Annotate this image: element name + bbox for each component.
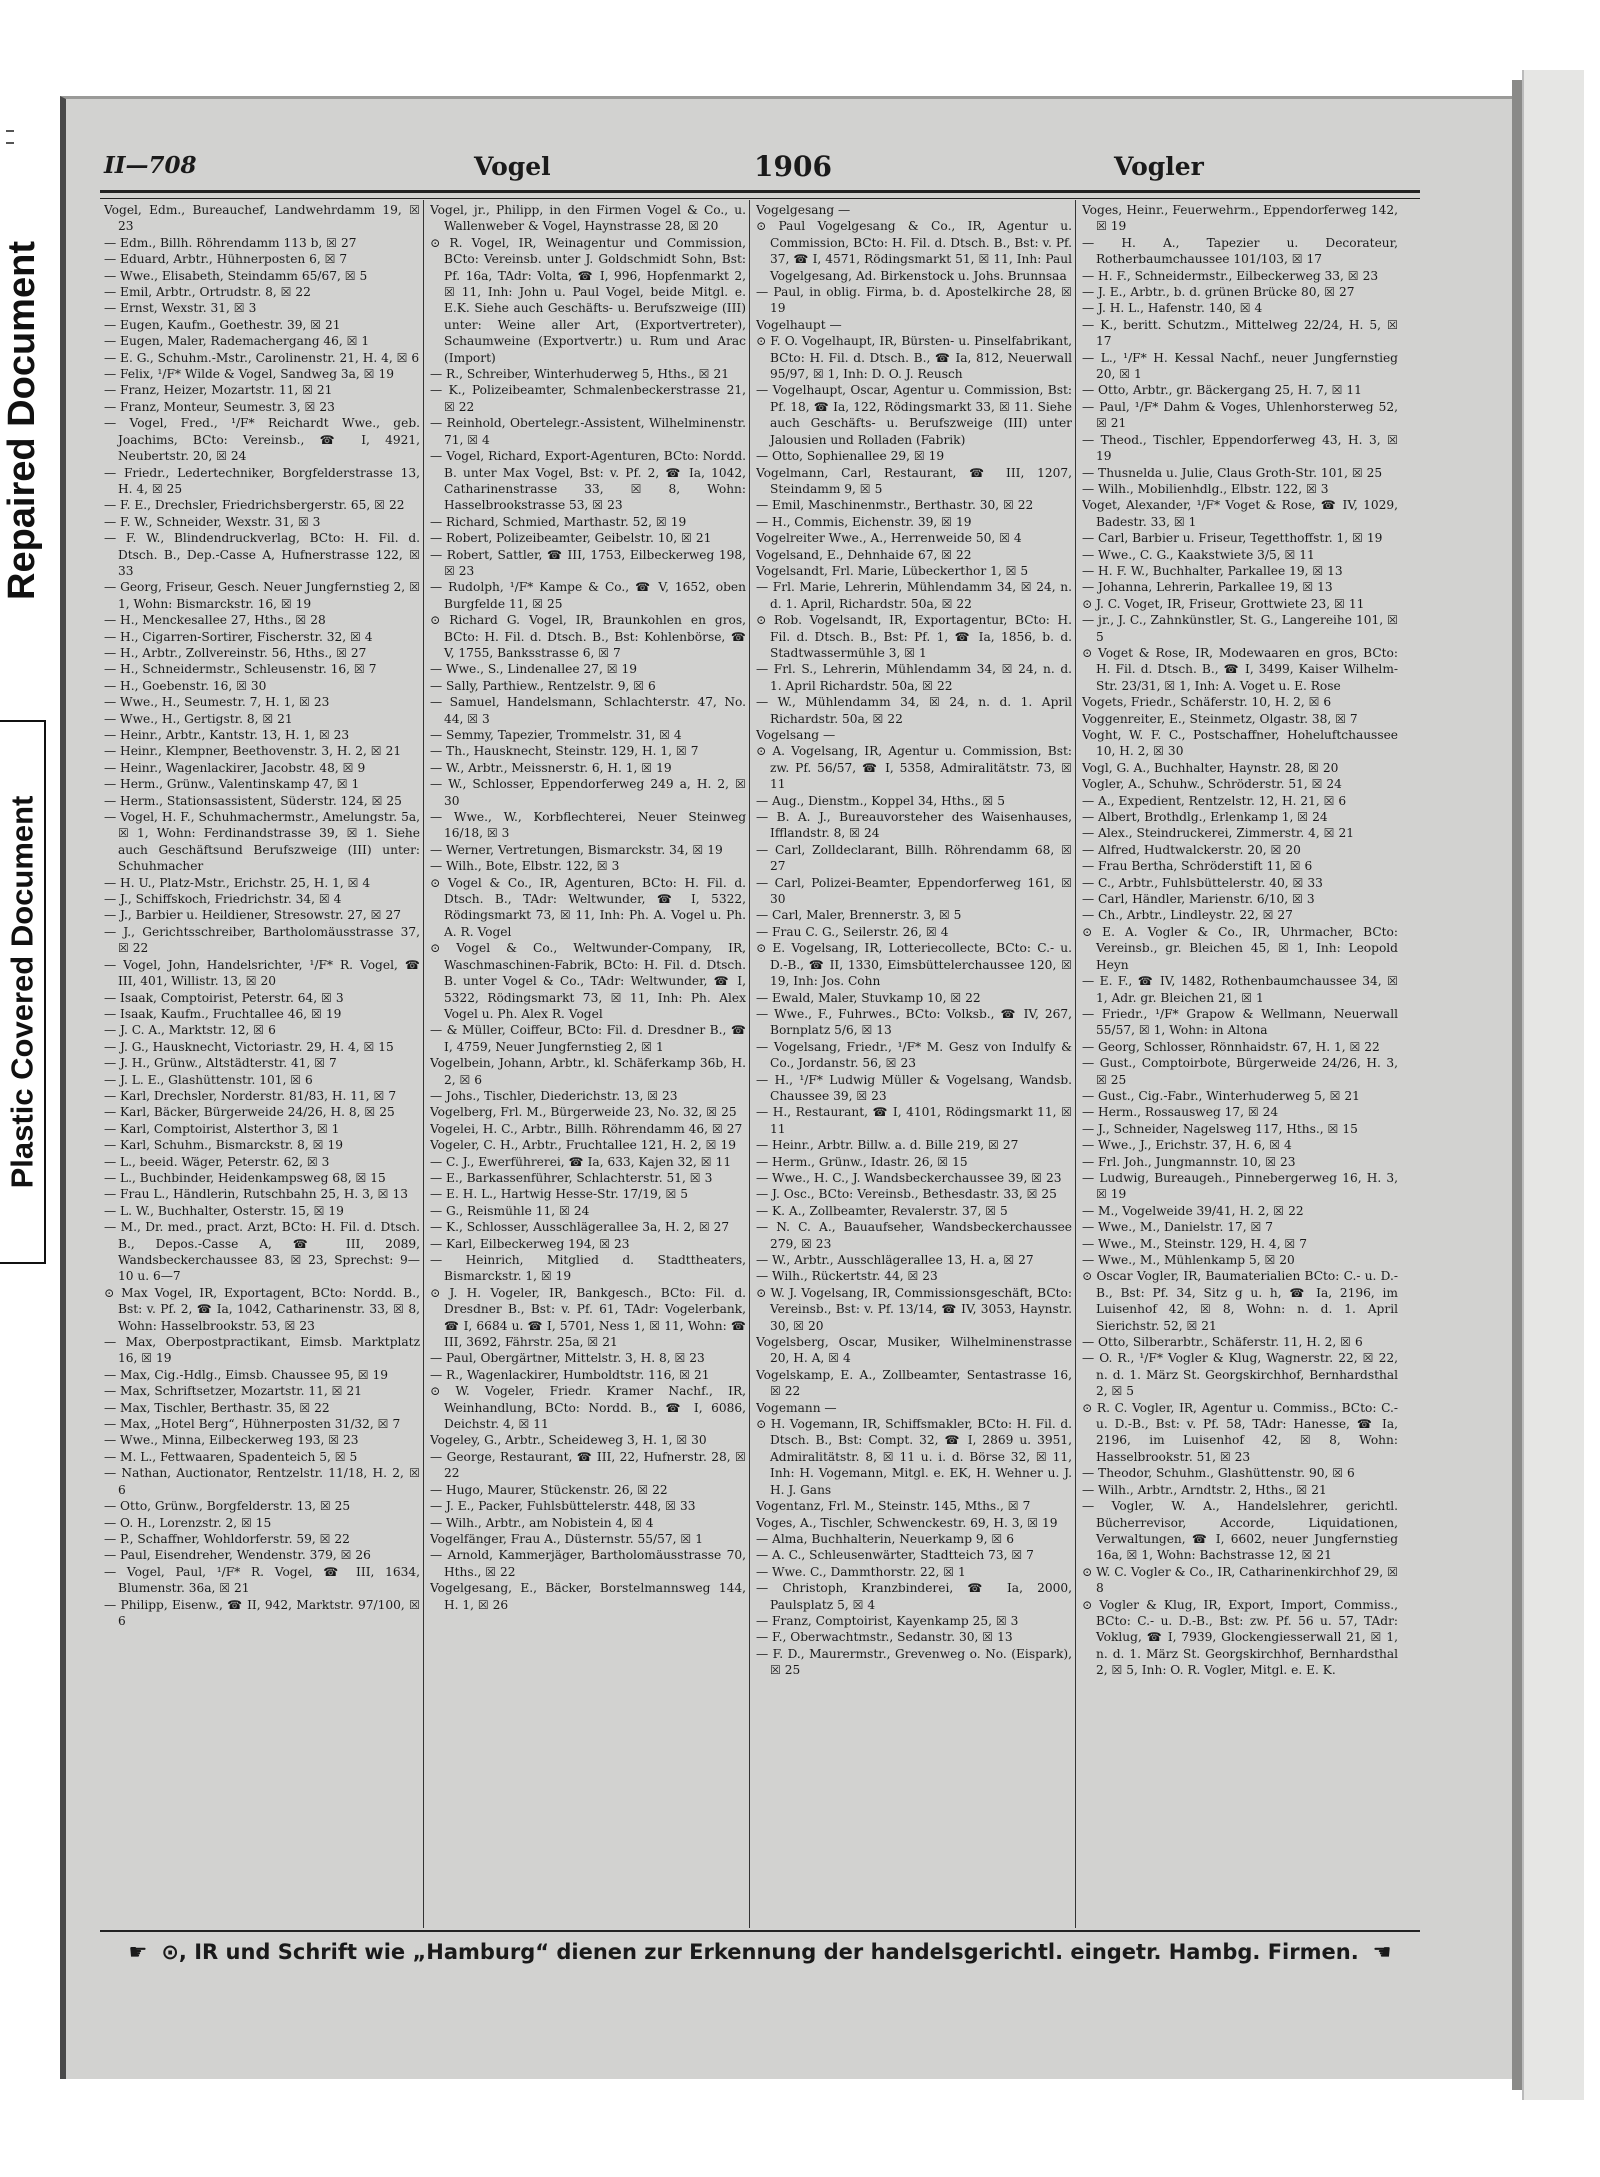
directory-entry: Vogelsand, E., Dehnhaide 67, ☒ 22: [756, 547, 972, 562]
directory-entry: — Vogel, Fred., ¹/F* Reichardt Wwe., geb. Joachims, BCto: Vereinsb., ☎ I, 4921, Neubertstr. 20, ☒ 24: [104, 416, 420, 464]
directory-entry: Vogelbein, Johann, Arbtr., kl. Schäferkamp 36b, H. 2, ☒ 6: [430, 1056, 746, 1087]
directory-entry: ⊙ W. J. Vogelsang, IR, Commissionsgeschäft, BCto: Vereinsb., Bst: v. Pf. 13/14, ☎ IV, 3053, Haynstr. 30, ☒ 20: [756, 1285, 1072, 1333]
directory-entry: Vogel, Edm., Bureauchef, Landwehrdamm 19, ☒ 23: [104, 203, 420, 234]
footer-rule: [100, 1930, 1420, 1932]
directory-entry: ⊙ A. Vogelsang, IR, Agentur u. Commission, Bst: zw. Pf. 56/57, ☎ I, 5358, Admiralitätstr. 73, ☒ 11: [756, 744, 1072, 792]
directory-entry: — Karl, Comptoirist, Alsterthor 3, ☒ 1: [104, 1121, 340, 1136]
directory-entry: — Ch., Arbtr., Lindleystr. 22, ☒ 27: [1082, 908, 1293, 923]
directory-entry: ⊙ R. C. Vogler, IR, Agentur u. Commiss., BCto: C.- u. D.-B., Bst: v. Pf. 58, TAdr: Hanesse, ☎ Ia, 2196, im Luisenhof 42, ☒ 8, Wohn: Hasselbrookstr. 51, ☒ 23: [1082, 1400, 1398, 1464]
directory-entry: — J. H., Grünw., Altstädterstr. 41, ☒ 7: [104, 1056, 337, 1071]
directory-entry: — Max, „Hotel Berg“, Hühnerposten 31/32, ☒ 7: [104, 1417, 401, 1432]
directory-entry: — J. E., Packer, Fuhlsbüttelerstr. 448, ☒ 33: [430, 1499, 696, 1514]
directory-entry: — Emil, Maschinenmstr., Berthastr. 30, ☒ 22: [756, 498, 1034, 513]
directory-entry: — Alfred, Hudtwalckerstr. 20, ☒ 20: [1082, 842, 1301, 857]
directory-entry: — K., beritt. Schutzm., Mittelweg 22/24, H. 5, ☒ 17: [1082, 317, 1398, 349]
facing-page: [1522, 70, 1584, 2100]
directory-entry: — H., Goebenstr. 16, ☒ 30: [104, 678, 267, 693]
directory-column-3: [756, 202, 1072, 1922]
directory-entry: — Th., Hausknecht, Steinstr. 129, H. 1, ☒ 7: [430, 744, 699, 759]
directory-entry: — Hugo, Maurer, Stückenstr. 26, ☒ 22: [430, 1482, 668, 1497]
directory-entry: — Wwe., H., Seumestr. 7, H. 1, ☒ 23: [104, 695, 330, 710]
directory-entry: — Wwe., M., Steinstr. 129, H. 4, ☒ 7: [1082, 1236, 1307, 1251]
directory-entry: — Werner, Vertretungen, Bismarckstr. 34, ☒ 19: [430, 842, 723, 857]
directory-entry: — Johs., Tischler, Diederichstr. 13, ☒ 23: [430, 1088, 678, 1103]
directory-entry: Vogelsang —: [756, 728, 836, 742]
directory-entry: Vogelfänger, Frau A., Düsternstr. 55/57, ☒ 1: [430, 1531, 703, 1546]
directory-entry: Vogel, jr., Philipp, in den Firmen Vogel & Co., u. Wallenweber & Vogel, Haynstrasse 28, ☒ 20: [430, 203, 746, 234]
directory-entry: — Vogel, John, Handelsrichter, ¹/F* R. Vogel, ☎ III, 401, Willistr. 13, ☒ 20: [104, 957, 420, 989]
directory-entry: — Wwe., J., Erichstr. 37, H. 6, ☒ 4: [1082, 1138, 1292, 1153]
directory-entry: — Felix, ¹/F* Wilde & Vogel, Sandweg 3a, ☒ 19: [104, 367, 394, 382]
directory-entry: — Wwe., M., Danielstr. 17, ☒ 7: [1082, 1220, 1274, 1235]
directory-entry: — Albert, Brothdlg., Erlenkamp 1, ☒ 24: [1082, 810, 1328, 825]
directory-entry: ⊙ W. Vogeler, Friedr. Kramer Nachf., IR, Weinhandlung, BCto: Nordd. B., ☎ I, 6086, Deichstr. 4, ☒ 11: [430, 1384, 746, 1432]
repaired-document-text: Repaired Document: [0, 240, 43, 600]
directory-entry: — Karl, Drechsler, Norderstr. 81/83, H. 11, ☒ 7: [104, 1088, 397, 1103]
directory-column-1: [104, 202, 420, 1922]
directory-entry: Voget, Alexander, ¹/F* Voget & Rose, ☎ IV, 1029, Badestr. 33, ☒ 1: [1082, 498, 1398, 529]
directory-entry: — Edm., Billh. Röhrendamm 113 b, ☒ 27: [104, 235, 357, 250]
directory-entry: — Wwe., M., Mühlenkamp 5, ☒ 20: [1082, 1253, 1295, 1267]
directory-entry: — W., Arbtr., Meissnerstr. 6, H. 1, ☒ 19: [430, 760, 672, 775]
directory-entry: — Theodor, Schuhm., Glashüttenstr. 90, ☒ 6: [1082, 1466, 1355, 1481]
directory-entry: — Thusnelda u. Julie, Claus Groth-Str. 101, ☒ 25: [1082, 465, 1383, 480]
directory-entry: — Wwe., W., Korbflechterei, Neuer Steinweg 16/18, ☒ 3: [430, 810, 746, 841]
directory-entry: ⊙ Oscar Vogler, IR, Baumaterialien BCto: C.- u. D.-B., Bst: Pf. 34, Sitz g u. h, ☎ Ia, 2196, im Luisenhof 42, ☒ 8, Wohn: n. d. 1. April Sierichstr. 52, ☒ 21: [1082, 1269, 1398, 1333]
footer-note: ⊙, IR und Schrift wie „Hamburg“ dienen zur Erkennung der handelsgerichtl. eingetr. Hambg. Firmen.: [161, 1940, 1359, 1964]
directory-entry: — Ewald, Maler, Stuvkamp 10, ☒ 22: [756, 990, 981, 1005]
directory-entry: — Paul, ¹/F* Dahm & Voges, Uhlenhorsterweg 52, ☒ 21: [1082, 399, 1398, 431]
directory-entry: — Frau L., Händlerin, Rutschbahn 25, H. 3, ☒ 13: [104, 1187, 408, 1202]
directory-entry: — L. W., Buchhalter, Osterstr. 15, ☒ 19: [104, 1203, 344, 1218]
directory-entry: — Herm., Grünw., Valentinskamp 47, ☒ 1: [104, 777, 360, 792]
directory-entry: — H. A., Tapezier u. Decorateur, Rotherbaumchaussee 101/103, ☒ 17: [1082, 235, 1398, 267]
directory-entry: — Gust., Cig.-Fabr., Winterhuderweg 5, ☒ 21: [1082, 1088, 1360, 1103]
directory-entry: — Eugen, Kaufm., Goethestr. 39, ☒ 21: [104, 317, 341, 332]
header-rule: [100, 190, 1420, 199]
header-year: 1906: [754, 150, 832, 183]
directory-entry: — Franz, Comptoirist, Kayenkamp 25, ☒ 3: [756, 1613, 1019, 1628]
directory-entry: — Karl, Schuhm., Bismarckstr. 8, ☒ 19: [104, 1138, 343, 1153]
directory-entry: ⊙ R. Vogel, IR, Weinagentur und Commission, BCto: Vereinsb. unter J. Goldschmidt Sohn, Bst: Pf. 16a, TAdr: Volta, ☎ I, 996, Hopfenmarkt 2, ☒ 11, Inh: John u. Paul Vogel, beide Mitgl. e. E.K. Siehe auch Geschäfts- u. Berufszweige (III) unter: Weine aller Art, (Exportvertreter), Schaumweine (Exportvertr.) u. Rum und Arac (Import): [430, 235, 746, 365]
directory-entry: — H., Arbtr., Zollvereinstr. 56, Hths., ☒ 27: [104, 645, 367, 660]
directory-entry: — Otto, Arbtr., gr. Bäckergang 25, H. 7, ☒ 11: [1082, 383, 1362, 398]
directory-entry: — P., Schaffner, Wohldorferstr. 59, ☒ 22: [104, 1531, 350, 1546]
directory-entry: — N. C. A., Bauaufseher, Wandsbeckerchaussee 279, ☒ 23: [756, 1220, 1072, 1251]
directory-entry: — W., Schlosser, Eppendorferweg 249 a, H. 2, ☒ 30: [430, 777, 746, 808]
page-number: II—708: [104, 152, 197, 179]
directory-entry: — jr., J. C., Zahnkünstler, St. G., Langereihe 101, ☒ 5: [1082, 613, 1398, 644]
directory-entry: — C., Arbtr., Fuhlsbüttelerstr. 40, ☒ 33: [1082, 875, 1323, 890]
directory-entry: Vogl, G. A., Buchhalter, Haynstr. 28, ☒ 20: [1082, 760, 1339, 775]
directory-entry: — Franz, Monteur, Seumestr. 3, ☒ 23: [104, 399, 335, 414]
directory-entry: Vogentanz, Frl. M., Steinstr. 145, Mths., ☒ 7: [756, 1499, 1031, 1514]
pointing-hand-left-icon: ☛: [128, 1940, 148, 1964]
directory-entry: — Max, Tischler, Berthastr. 35, ☒ 22: [104, 1400, 330, 1415]
directory-entry: — Sally, Parthiew., Rentzelstr. 9, ☒ 6: [430, 678, 656, 693]
directory-entry: — Semmy, Tapezier, Trommelstr. 31, ☒ 4: [430, 728, 682, 742]
directory-entry: — H., Cigarren-Sortirer, Fischerstr. 32, ☒ 4: [104, 629, 373, 644]
directory-entry: — Aug., Dienstm., Koppel 34, Hths., ☒ 5: [756, 793, 1005, 808]
directory-entry: — Vogel, Richard, Export-Agenturen, BCto: Nordd. B. unter Max Vogel, Bst: v. Pf. 2, ☎ Ia, 1042, Catharinenstrasse 33, ☒ 8, Wohn: Hasselbrookstrasse 53, ☒ 23: [430, 449, 746, 513]
directory-entry: — Karl, Bäcker, Bürgerweide 24/26, H. 8, ☒ 25: [104, 1105, 395, 1120]
directory-entry: — Heinr., Klempner, Beethovenstr. 3, H. 2, ☒ 21: [104, 744, 402, 759]
directory-entry: — Isaak, Kaufm., Fruchtallee 46, ☒ 19: [104, 1006, 342, 1021]
directory-entry: — Wwe., F., Fuhrwes., BCto: Volksb., ☎ IV, 267, Bornplatz 5/6, ☒ 13: [756, 1006, 1072, 1038]
header-last-entry: Vogler: [1114, 152, 1204, 181]
column-divider: [423, 200, 424, 1928]
plastic-covered-text: Plastic Covered Document: [4, 795, 40, 1189]
directory-entry: — Theod., Tischler, Eppendorferweg 43, H. 3, ☒ 19: [1082, 432, 1398, 464]
repaired-document-label: [0, 150, 44, 690]
directory-entry: — K., Schlosser, Ausschlägerallee 3a, H. 2, ☒ 27: [430, 1220, 730, 1235]
directory-entry: — F. E., Drechsler, Friedrichsbergerstr. 65, ☒ 22: [104, 498, 405, 513]
directory-entry: ⊙ Max Vogel, IR, Exportagent, BCto: Nordd. B., Bst: v. Pf. 2, ☎ Ia, 1042, Catharinenstr. 33, ☒ 8, Wohn: Hasselbrookstr. 53, ☒ 23: [104, 1285, 420, 1333]
directory-entry: — Paul, Eisendreher, Wendenstr. 379, ☒ 26: [104, 1548, 371, 1563]
directory-entry: — Vogel, H. F., Schuhmachermstr., Amelungstr. 5a, ☒ 1, Wohn: Ferdinandstrasse 39, ☒ 1. Siehe auch Geschäftsund Berufszweige (III) unter: Schuhmacher: [104, 810, 420, 874]
directory-entry: — H., Menckesallee 27, Hths., ☒ 28: [104, 613, 326, 628]
directory-entry: — H. F., Schneidermstr., Eilbeckerweg 33, ☒ 23: [1082, 268, 1379, 283]
directory-entry: — G., Reismühle 11, ☒ 24: [430, 1203, 590, 1218]
directory-entry: — Franz, Heizer, Mozartstr. 11, ☒ 21: [104, 383, 333, 398]
directory-entry: — R., Schreiber, Winterhuderweg 5, Hths., ☒ 21: [430, 367, 729, 382]
directory-entry: — Wilh., Arbtr., am Nobistein 4, ☒ 4: [430, 1515, 654, 1530]
directory-entry: — Wilh., Rückertstr. 44, ☒ 23: [756, 1269, 938, 1284]
directory-entry: — J. C. A., Marktstr. 12, ☒ 6: [104, 1023, 276, 1038]
directory-entry: — Wwe. C., Dammthorstr. 22, ☒ 1: [756, 1564, 966, 1579]
directory-entry: — Eduard, Arbtr., Hühnerposten 6, ☒ 7: [104, 252, 348, 267]
directory-entry: — E., Barkassenführer, Schlachterstr. 51, ☒ 3: [430, 1170, 713, 1185]
directory-entry: ⊙ J. C. Voget, IR, Friseur, Grottwiete 23, ☒ 11: [1082, 596, 1365, 611]
directory-entry: — L., ¹/F* H. Kessal Nachf., neuer Jungfernstieg 20, ☒ 1: [1082, 350, 1398, 382]
directory-entry: — Vogler, W. A., Handelslehrer, gerichtl. Bücherrevisor, Accorde, Liquidationen, Verwaltungen, ☎ I, 6602, neuer Jungfernstieg 16a, ☒ 1, Wohn: Bachstrasse 12, ☒ 21: [1082, 1499, 1398, 1563]
directory-entry: Vogemann —: [756, 1400, 837, 1415]
directory-entry: — Carl, Barbier u. Friseur, Tegetthoffstr. 1, ☒ 19: [1082, 531, 1383, 546]
directory-entry: ⊙ Vogler & Klug, IR, Export, Import, Commiss., BCto: C.- u. D.-B., Bst: zw. Pf. 56 u. 57, TAdr: Voklug, ☎ I, 7939, Glockengiesserwall 21, ☒ 1, n. d. 1. März St. Georgskirchhof, Bernhardsthal 2, ☒ 5, Inh: O. R. Vogler, Mitgl. e. E. K.: [1082, 1597, 1398, 1678]
directory-entry: — Georg, Schlosser, Rönnhaidstr. 67, H. 1, ☒ 22: [1082, 1039, 1380, 1054]
directory-entry: — R., Wagenlackirer, Humboldtstr. 116, ☒ 21: [430, 1367, 710, 1382]
directory-column-4: [1082, 202, 1398, 1922]
directory-entry: — Gust., Comptoirbote, Bürgerweide 24/26, H. 3, ☒ 25: [1082, 1056, 1398, 1087]
directory-entry: — & Müller, Coiffeur, BCto: Fil. d. Dresdner B., ☎ I, 4759, Neuer Jungfernstieg 2, ☒ 1: [430, 1023, 746, 1054]
directory-entry: Vogler, A., Schuhw., Schröderstr. 51, ☒ 24: [1082, 777, 1342, 792]
directory-entry: — F. D., Maurermstr., Grevenweg o. No. (Eispark), ☒ 25: [756, 1646, 1072, 1678]
directory-entry: Vogelhaupt —: [756, 317, 842, 332]
page-edge: [1512, 80, 1522, 2090]
directory-entry: — J. L. E., Glashüttenstr. 101, ☒ 6: [104, 1072, 313, 1087]
directory-entry: — H., Restaurant, ☎ I, 4101, Rödingsmarkt 11, ☒ 11: [756, 1105, 1072, 1136]
directory-entry: ⊙ Paul Vogelgesang & Co., IR, Agentur u. Commission, BCto: H. Fil. d. Dtsch. B., Bst: v. Pf. 37, ☎ I, 4571, Rödingsmarkt 51, ☒ 11, Inh: Paul Vogelgesang, Ad. Birkenstock u. Johs. Brunnsaa: [756, 219, 1072, 283]
directory-entry: — George, Restaurant, ☎ III, 22, Hufnerstr. 28, ☒ 22: [430, 1449, 746, 1481]
directory-entry: — Isaak, Comptoirist, Peterstr. 64, ☒ 3: [104, 990, 344, 1005]
directory-entry: — H. U., Platz-Mstr., Erichstr. 25, H. 1, ☒ 4: [104, 875, 371, 890]
directory-entry: — Georg, Friseur, Gesch. Neuer Jungfernstieg 2, ☒ 1, Wohn: Bismarckstr. 16, ☒ 19: [104, 580, 420, 611]
directory-entry: Voges, A., Tischler, Schwenckestr. 69, H. 3, ☒ 19: [756, 1515, 1058, 1530]
directory-entry: — J., Barbier u. Heildiener, Stresowstr. 27, ☒ 27: [104, 908, 401, 923]
directory-entry: — E. F., ☎ IV, 1482, Rothenbaumchaussee 34, ☒ 1, Adr. gr. Bleichen 21, ☒ 1: [1082, 974, 1398, 1005]
directory-entry: — Herm., Rossausweg 17, ☒ 24: [1082, 1105, 1279, 1120]
directory-entry: — J. G., Hausknecht, Victoriastr. 29, H. 4, ☒ 15: [104, 1039, 394, 1054]
directory-entry: — Frl. Marie, Lehrerin, Mühlendamm 34, ☒ 24, n. d. 1. April, Richardstr. 50a, ☒ 22: [756, 580, 1072, 611]
directory-entry: — Wwe., Minna, Eilbeckerweg 193, ☒ 23: [104, 1433, 359, 1448]
directory-entry: Vogeler, C. H., Arbtr., Fruchtallee 121, H. 2, ☒ 19: [430, 1138, 736, 1153]
directory-entry: — A. C., Schleusenwärter, Stadtteich 73, ☒ 7: [756, 1548, 1034, 1563]
directory-entry: — Vogelsang, Friedr., ¹/F* M. Gesz von Indulfy & Co., Jordanstr. 56, ☒ 23: [756, 1039, 1072, 1071]
directory-entry: — J. Osc., BCto: Vereinsb., Bethesdastr. 33, ☒ 25: [756, 1187, 1057, 1202]
directory-entry: — Wilh., Mobilienhdlg., Elbstr. 122, ☒ 3: [1082, 481, 1329, 496]
directory-entry: — Eugen, Maler, Rademachergang 46, ☒ 1: [104, 334, 370, 349]
directory-entry: — Ludwig, Bureaugeh., Pinnebergerweg 16, H. 3, ☒ 19: [1082, 1170, 1398, 1202]
directory-entry: — Heinr., Wagenlackirer, Jacobstr. 48, ☒ 9: [104, 760, 366, 775]
directory-entry: — Friedr., ¹/F* Grapow & Wellmann, Neuerwall 55/57, ☒ 1, Wohn: in Altona: [1082, 1006, 1398, 1038]
directory-entry: — Wwe., Elisabeth, Steindamm 65/67, ☒ 5: [104, 268, 368, 283]
directory-entry: — O. H., Lorenzstr. 2, ☒ 15: [104, 1515, 272, 1530]
plastic-covered-label: [0, 720, 46, 1264]
directory-entry: — Carl, Maler, Brennerstr. 3, ☒ 5: [756, 908, 962, 923]
directory-entry: ⊙ F. O. Vogelhaupt, IR, Bürsten- u. Pinselfabrikant, BCto: H. Fil. d. Dtsch. B., ☎ Ia, 812, Neuerwall 95/97, ☒ 1, Inh: D. O. J. Reusch: [756, 334, 1072, 382]
directory-entry: — Wwe., H., Gertigstr. 8, ☒ 21: [104, 711, 293, 726]
directory-entry: — Robert, Sattler, ☎ III, 1753, Eilbeckerweg 198, ☒ 23: [430, 547, 746, 578]
directory-entry: — Karl, Eilbeckerweg 194, ☒ 23: [430, 1236, 630, 1251]
directory-entry: — B. A. J., Bureauvorsteher des Waisenhauses, Ifflandstr. 8, ☒ 24: [756, 810, 1072, 841]
directory-entry: — Vogelhaupt, Oscar, Agentur u. Commission, Bst: Pf. 18, ☎ Ia, 122, Rödingsmarkt 33, ☒ 11. Siehe auch Geschäfts- u. Berufszweige (III) unter Jalousien und Rolladen (Fabrik): [756, 383, 1072, 447]
directory-entry: — W., Mühlendamm 34, ☒ 24, n. d. 1. April Richardstr. 50a, ☒ 22: [756, 695, 1072, 726]
directory-entry: — Otto, Sophienallee 29, ☒ 19: [756, 449, 945, 464]
directory-entry: — Alma, Buchhalterin, Neuerkamp 9, ☒ 6: [756, 1531, 1014, 1546]
directory-entry: Vogelreiter Wwe., A., Herrenweide 50, ☒ 4: [756, 531, 1022, 546]
directory-entry: — J. E., Arbtr., b. d. grünen Brücke 80, ☒ 27: [1082, 285, 1355, 300]
directory-entry: — Paul, in oblig. Firma, b. d. Apostelkirche 28, ☒ 19: [756, 285, 1072, 316]
directory-entry: — Max, Schriftsetzer, Mozartstr. 11, ☒ 21: [104, 1384, 362, 1399]
column-divider: [1075, 200, 1076, 1928]
directory-entry: — Max, Cig.-Hdlg., Eimsb. Chaussee 95, ☒ 19: [104, 1367, 389, 1382]
directory-entry: — O. R., ¹/F* Vogler & Klug, Wagnerstr. 22, ☒ 22, n. d. 1. März St. Georgskirchhof, Bernhardsthal 2, ☒ 5: [1082, 1351, 1398, 1399]
directory-entry: — E. G., Schuhm.-Mstr., Carolinenstr. 21, H. 4, ☒ 6: [104, 350, 420, 365]
directory-entry: — Samuel, Handelsmann, Schlachterstr. 47, No. 44, ☒ 3: [430, 695, 746, 726]
directory-entry: — Paul, Obergärtner, Mittelstr. 3, H. 8, ☒ 23: [430, 1351, 705, 1366]
column-divider: [749, 200, 750, 1928]
directory-entry: Voggenreiter, E., Steinmetz, Olgastr. 38, ☒ 7: [1082, 711, 1358, 726]
directory-entry: Vogelberg, Frl. M., Bürgerweide 23, No. 32, ☒ 25: [430, 1105, 737, 1120]
directory-entry: — F. W., Blindendruckverlag, BCto: H. Fil. d. Dtsch. B., Dep.-Casse A, Hufnerstrasse 122, ☒ 33: [104, 531, 420, 578]
directory-entry: — C. J., Ewerführerei, ☎ Ia, 633, Kajen 32, ☒ 11: [430, 1154, 732, 1169]
directory-entry: — Richard, Schmied, Marthastr. 52, ☒ 19: [430, 514, 687, 529]
directory-entry: — L., beeid. Wäger, Peterstr. 62, ☒ 3: [104, 1154, 330, 1169]
directory-entry: ⊙ H. Vogemann, IR, Schiffsmakler, BCto: H. Fil. d. Dtsch. B., Bst: Compt. 32, ☎ I, 2869 u. 3951, Admiralitätstr. 8, ☒ 11 u. i. d. Börse 32, ☒ 11, Inh: H. Vogemann, Mitgl. e. EK, H. Wehner u. J. H. J. Gans: [756, 1417, 1072, 1497]
edge-mark: [6, 142, 14, 144]
directory-entry: — Nathan, Auctionator, Rentzelstr. 11/18, H. 2, ☒ 6: [104, 1466, 420, 1497]
directory-entry: — Wilh., Bote, Elbstr. 122, ☒ 3: [430, 859, 620, 874]
directory-entry: — Wilh., Arbtr., Arndtstr. 2, Hths., ☒ 21: [1082, 1482, 1327, 1497]
directory-entry: — E. H. L., Hartwig Hesse-Str. 17/19, ☒ 5: [430, 1187, 689, 1202]
directory-entry: Vogelei, H. C., Arbtr., Billh. Röhrendamm 46, ☒ 27: [430, 1121, 743, 1136]
directory-entry: Vogeley, G., Arbtr., Scheideweg 3, H. 1, ☒ 30: [430, 1433, 707, 1448]
directory-entry: — Frau C. G., Seilerstr. 26, ☒ 4: [756, 924, 949, 939]
directory-entry: — K., Polizeibeamter, Schmalenbeckerstrasse 21, ☒ 22: [430, 383, 746, 414]
directory-entry: — Rudolph, ¹/F* Kampe & Co., ☎ V, 1652, oben Burgfelde 11, ☒ 25: [430, 580, 746, 611]
directory-entry: ⊙ E. Vogelsang, IR, Lotteriecollecte, BCto: C.- u. D.-B., ☎ II, 1330, Eimsbüttelerchaussee 120, ☒ 19, Inh: Jos. Cohn: [756, 941, 1072, 989]
directory-entry: — Robert, Polizeibeamter, Geibelstr. 10, ☒ 21: [430, 531, 712, 546]
directory-entry: — Frau Bertha, Schröderstift 11, ☒ 6: [1082, 859, 1313, 874]
directory-entry: Vogets, Friedr., Schäferstr. 10, H. 2, ☒ 6: [1082, 695, 1332, 710]
directory-entry: Vogelsandt, Frl. Marie, Lübeckerthor 1, ☒ 5: [756, 563, 1029, 578]
directory-entry: — L., Buchbinder, Heidenkampsweg 68, ☒ 15: [104, 1170, 386, 1185]
directory-entry: — W., Arbtr., Ausschlägerallee 13, H. a, ☒ 27: [756, 1253, 1034, 1267]
directory-entry: — A., Expedient, Rentzelstr. 12, H. 21, ☒ 6: [1082, 793, 1347, 808]
directory-entry: — Heinrich, Mitglied d. Stadttheaters, Bismarckstr. 1, ☒ 19: [430, 1253, 746, 1284]
directory-entry: — Otto, Grünw., Borgfelderstr. 13, ☒ 25: [104, 1499, 351, 1514]
directory-entry: — Herm., Stationsassistent, Süderstr. 124, ☒ 25: [104, 793, 402, 808]
directory-entry: — Frl. S., Lehrerin, Mühlendamm 34, ☒ 24, n. d. 1. April Richardstr. 50a, ☒ 22: [756, 662, 1072, 693]
directory-entry: — Ernst, Wexstr. 31, ☒ 3: [104, 301, 257, 316]
directory-entry: — Friedr., Ledertechniker, Borgfelderstrasse 13, H. 4, ☒ 25: [104, 465, 420, 496]
directory-entry: Voges, Heinr., Feuerwehrm., Eppendorferweg 142, ☒ 19: [1082, 203, 1398, 234]
directory-entry: — M. L., Fettwaaren, Spadenteich 5, ☒ 5: [104, 1449, 358, 1464]
directory-entry: ⊙ E. A. Vogler & Co., IR, Uhrmacher, BCto: Vereinsb., gr. Bleichen 45, ☒ 1, Inh: Leopold Heyn: [1082, 924, 1398, 972]
directory-entry: ⊙ Vogel & Co., Weltwunder-Company, IR, Waschmaschinen-Fabrik, BCto: H. Fil. d. Dtsch. B. unter Vogel & Co., TAdr: Weltwunder, ☎ I, 5322, Rödingsmarkt 73, ☒ 11, Inh: Ph. Alex Vogel u. Ph. Alex R. Vogel: [430, 941, 746, 1021]
edge-mark: [6, 130, 14, 132]
directory-entry: ⊙ W. C. Vogler & Co., IR, Catharinenkirchhof 29, ☒ 8: [1082, 1564, 1398, 1596]
directory-entry: — J., Schiffskoch, Friedrichstr. 34, ☒ 4: [104, 892, 342, 907]
directory-entry: — Herm., Grünw., Idastr. 26, ☒ 15: [756, 1154, 968, 1169]
directory-entry: — Frl. Joh., Jungmannstr. 10, ☒ 23: [1082, 1154, 1296, 1169]
directory-entry: — Max, Oberpostpractikant, Eimsb. Marktplatz 16, ☒ 19: [104, 1335, 420, 1366]
directory-entry: ⊙ Rob. Vogelsandt, IR, Exportagentur, BCto: H. Fil. d. Dtsch. B., Bst: Pf. 1, ☎ Ia, 1856, b. d. Stadtwassermühle 3, ☒ 1: [756, 613, 1072, 660]
directory-entry: — J. H. L., Hafenstr. 140, ☒ 4: [1082, 301, 1263, 316]
directory-entry: — Arnold, Kammerjäger, Bartholomäusstrasse 70, Hths., ☒ 22: [430, 1548, 746, 1579]
directory-entry: — Otto, Silberarbtr., Schäferstr. 11, H. 2, ☒ 6: [1082, 1335, 1363, 1350]
directory-column-2: [430, 202, 746, 1922]
directory-entry: ⊙ Voget & Rose, IR, Modewaaren en gros, BCto: H. Fil. d. Dtsch. B., ☎ I, 3499, Kaiser Wilhelm-Str. 23/31, ☒ 1, Inh: A. Voget u. E. Rose: [1082, 645, 1398, 693]
directory-entry: — M., Dr. med., pract. Arzt, BCto: H. Fil. d. Dtsch. B., Depos.-Casse A, ☎ III, 2089, Wandsbeckerchaussee 83, ☒ 23, Sprechst: 9—10 u. 6—7: [104, 1220, 420, 1284]
directory-entry: — Wwe., C. G., Kaakstwiete 3/5, ☒ 11: [1082, 547, 1315, 562]
directory-entry: — Johanna, Lehrerin, Parkallee 19, ☒ 13: [1082, 580, 1333, 595]
directory-entry: — Wwe., S., Lindenallee 27, ☒ 19: [430, 662, 638, 677]
page-footer: [110, 1940, 1410, 1974]
directory-entry: — J., Schneider, Nagelsweg 117, Hths., ☒ 15: [1082, 1121, 1358, 1136]
directory-entry: — Vogel, Paul, ¹/F* R. Vogel, ☎ III, 1634, Blumenstr. 36a, ☒ 21: [104, 1564, 420, 1596]
pointing-hand-right-icon: ☚: [1372, 1940, 1392, 1964]
directory-entry: — K. A., Zollbeamter, Revalerstr. 37, ☒ 5: [756, 1203, 1008, 1218]
page-header: [104, 148, 1416, 186]
directory-entry: ⊙ Vogel & Co., IR, Agenturen, BCto: H. Fil. d. Dtsch. B., TAdr: Weltwunder, ☎ I, 5322, Rödingsmarkt 73, ☒ 11, Inh: Ph. A. Vogel u. Ph. A. R. Vogel: [430, 875, 746, 939]
header-first-entry: Vogel: [474, 152, 551, 181]
directory-entry: — Emil, Arbtr., Ortrudstr. 8, ☒ 22: [104, 285, 311, 300]
directory-entry: — J., Gerichtsschreiber, Bartholomäusstrasse 37, ☒ 22: [104, 924, 420, 956]
directory-entry: ⊙ Richard G. Vogel, IR, Braunkohlen en gros, BCto: H. Fil. d. Dtsch. B., Bst: Kohlenbörse, ☎ V, 1755, Banksstrasse 6, ☒ 7: [430, 613, 746, 660]
directory-entry: — Heinr., Arbtr., Kantstr. 13, H. 1, ☒ 23: [104, 728, 350, 742]
directory-entry: Vogelmann, Carl, Restaurant, ☎ III, 1207, Steindamm 9, ☒ 5: [756, 465, 1072, 496]
directory-entry: — Wwe., H. C., J. Wandsbeckerchaussee 39, ☒ 23: [756, 1170, 1062, 1185]
directory-entry: ⊙ J. H. Vogeler, IR, Bankgesch., BCto: Fil. d. Dresdner B., Bst: v. Pf. 61, TAdr: Vogelerbank, ☎ I, 6684 u. ☎ I, 5701, Ness 1, ☒ 11, Wohn: ☎ III, 3692, Fährstr. 25a, ☒ 21: [430, 1285, 746, 1350]
directory-entry: Vogelgesang, E., Bäcker, Borstelmannsweg 144, H. 1, ☒ 26: [430, 1581, 746, 1612]
directory-entry: — F., Oberwachtmstr., Sedanstr. 30, ☒ 13: [756, 1630, 1013, 1645]
directory-entry: — F. W., Schneider, Wexstr. 31, ☒ 3: [104, 514, 321, 529]
directory-entry: — H., ¹/F* Ludwig Müller & Vogelsang, Wandsb. Chaussee 39, ☒ 23: [756, 1072, 1072, 1103]
directory-entry: — H. F. W., Buchhalter, Parkallee 19, ☒ 13: [1082, 563, 1343, 578]
directory-entry: — Carl, Zolldeclarant, Billh. Röhrendamm 68, ☒ 27: [756, 842, 1072, 874]
directory-entry: — Carl, Händler, Marienstr. 6/10, ☒ 3: [1082, 892, 1315, 907]
directory-entry: Vogelsberg, Oscar, Musiker, Wilhelminenstrasse 20, H. A, ☒ 4: [756, 1335, 1072, 1366]
directory-entry: Vogelskamp, E. A., Zollbeamter, Sentastrasse 16, ☒ 22: [756, 1367, 1072, 1399]
directory-entry: — Philipp, Eisenw., ☎ II, 942, Marktstr. 97/100, ☒ 6: [104, 1597, 420, 1628]
directory-entry: — H., Schneidermstr., Schleusenstr. 16, ☒ 7: [104, 662, 377, 677]
directory-entry: — M., Vogelweide 39/41, H. 2, ☒ 22: [1082, 1203, 1304, 1218]
directory-entry: Vogelgesang —: [756, 203, 851, 217]
directory-entry: — H., Commis, Eichenstr. 39, ☒ 19: [756, 514, 972, 529]
directory-entry: — Carl, Polizei-Beamter, Eppendorferweg 161, ☒ 30: [756, 875, 1072, 907]
directory-entry: — Alex., Steindruckerei, Zimmerstr. 4, ☒ 21: [1082, 826, 1354, 841]
directory-entry: Voght, W. F. C., Postschaffner, Hoheluftchaussee 10, H. 2, ☒ 30: [1082, 728, 1398, 759]
directory-entry: — Heinr., Arbtr. Billw. a. d. Bille 219, ☒ 27: [756, 1138, 1019, 1153]
directory-entry: — Reinhold, Obertelegr.-Assistent, Wilhelminenstr. 71, ☒ 4: [430, 416, 746, 447]
directory-entry: — Christoph, Kranzbinderei, ☎ Ia, 2000, Paulsplatz 5, ☒ 4: [756, 1581, 1072, 1612]
